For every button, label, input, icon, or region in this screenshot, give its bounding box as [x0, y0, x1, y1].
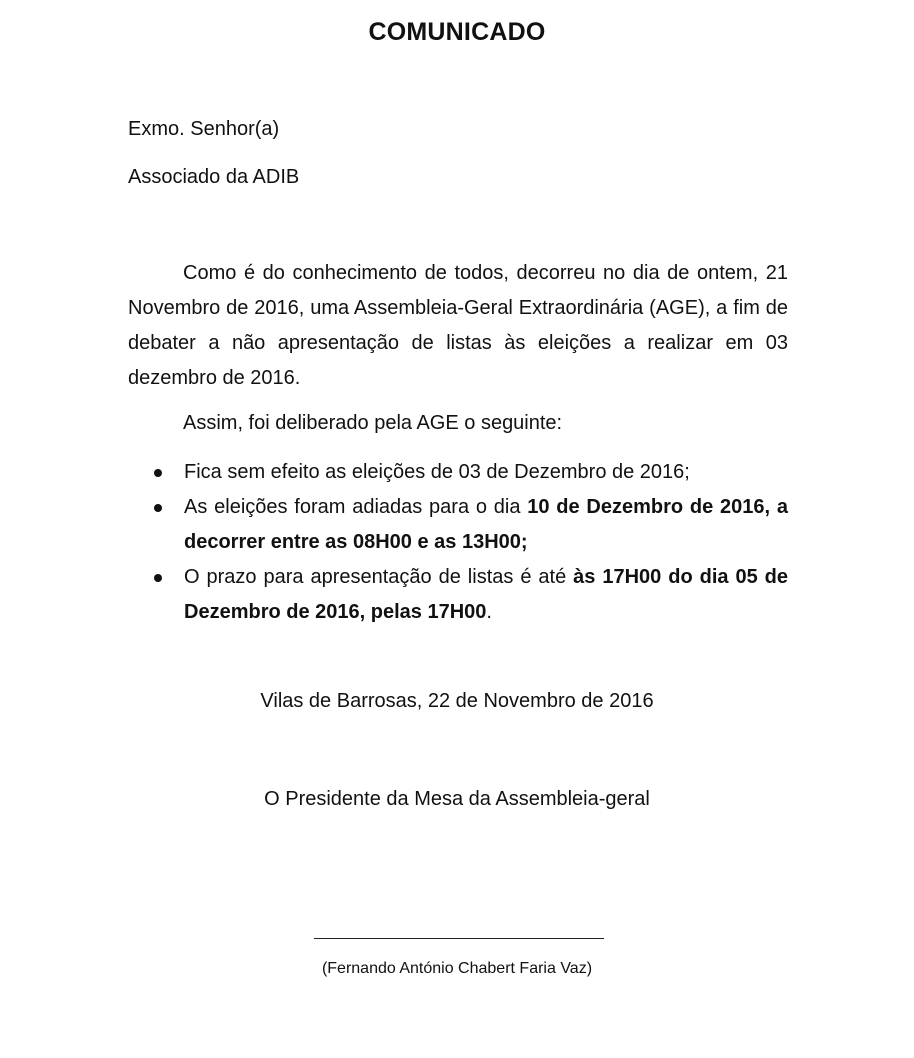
signer-role: O Presidente da Mesa da Assembleia-geral [264, 788, 650, 810]
salutation-line-1: Exmo. Senhor(a) [128, 118, 280, 140]
list-item-text: As eleições foram adiadas para o dia [184, 496, 528, 518]
salutation-line-2: Associado da ADIB [128, 166, 300, 188]
paragraph-intro: Como é do conhecimento de todos, decorreu no dia de ontem, 21 Novembro de 2016, uma Assembleia-Geral Extraordinária (AGE), a fim de debater a não apresentação de listas às eleições a realizar em 03 dezembro de 2016. [128, 262, 788, 389]
list-item [128, 490, 788, 560]
paragraph-deliberation: Assim, foi deliberado pela AGE o seguinte: [183, 412, 563, 434]
list-item [128, 455, 788, 490]
list-item-text: Fica sem efeito as eleições de 03 de Dezembro de 2016; [184, 461, 690, 483]
signature-line [314, 938, 604, 939]
bullet-icon [154, 469, 162, 477]
signer-name: (Fernando António Chabert Faria Vaz) [321, 960, 593, 977]
document-title: COMUNICADO [368, 18, 546, 46]
list-item-bold-text: às 17H00 do dia 05 de Dezembro de 2016, pelas 17H00 [184, 566, 788, 623]
deliberation-list [128, 455, 788, 630]
list-item [128, 560, 788, 630]
bullet-icon [154, 574, 162, 582]
list-item-text: O prazo para apresentação de listas é até [184, 566, 574, 588]
list-item-text-end: . [486, 601, 492, 623]
place-and-date: Vilas de Barrosas, 22 de Novembro de 2016 [260, 690, 654, 712]
bullet-icon [154, 504, 162, 512]
list-item-bold-text: 10 de Dezembro de 2016, a decorrer entre as 08H00 e as 13H00; [184, 496, 788, 553]
